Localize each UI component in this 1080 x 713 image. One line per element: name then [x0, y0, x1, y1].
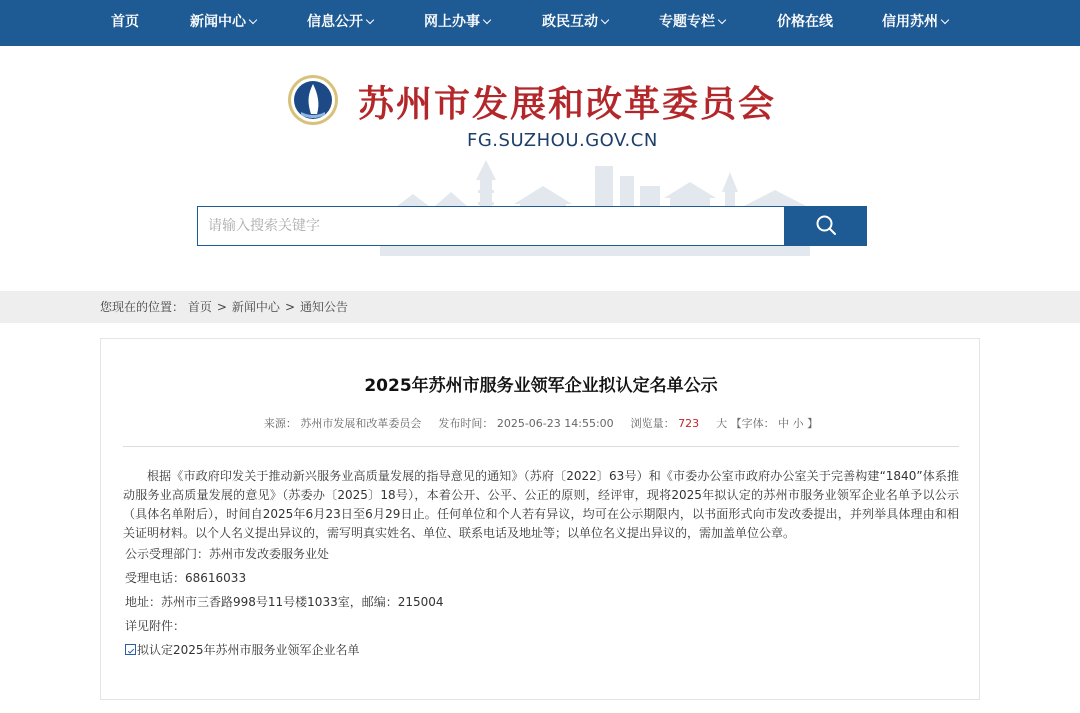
article-source: 苏州市发展和改革委员会 [300, 417, 422, 430]
chevron-down-icon [718, 16, 726, 24]
breadcrumb-news[interactable]: 新闻中心 [231, 300, 280, 314]
chevron-down-icon [366, 16, 374, 24]
suzhou-emblem-icon [287, 74, 339, 126]
article-meta: 来源： 苏州市发展和改革委员会 发布时间： 2025-06-23 14:55:00 浏览量： 723 大 【字体： 中 小 】 [263, 417, 819, 430]
article-address: 地址：苏州市三香路998号11号楼1033室，邮编：215004 [125, 595, 444, 609]
article-time: 2025-06-23 14:55:00 [496, 417, 614, 430]
chevron-down-icon [941, 16, 949, 24]
article-title: 2025年苏州市服务业领军企业拟认定名单公示 [364, 376, 718, 396]
attachment-file-icon [125, 644, 136, 655]
nav-item-home[interactable]: 首页 [111, 14, 139, 30]
breadcrumb-prefix: 您现在的位置： [100, 300, 185, 314]
title-divider [123, 446, 959, 447]
font-size-medium[interactable]: 中 [778, 417, 790, 430]
font-size-small[interactable]: 小 [792, 417, 804, 430]
breadcrumb-bar [0, 291, 1080, 323]
top-nav-bar [0, 0, 1080, 46]
attachment-label: 详见附件： [125, 619, 186, 633]
search-input[interactable] [197, 206, 785, 246]
nav-item-prices[interactable]: 价格在线 [777, 14, 833, 30]
article-phone: 受理电话：68616033 [125, 571, 247, 585]
breadcrumb-home[interactable]: 首页 [187, 300, 212, 314]
article-panel [100, 338, 980, 700]
nav-item-news[interactable]: 新闻中心 [190, 0, 256, 46]
nav-item-interaction[interactable]: 政民互动 [542, 0, 608, 46]
nav-item-topics[interactable]: 专题专栏 [659, 0, 725, 46]
chevron-down-icon [249, 16, 257, 24]
search-button[interactable] [784, 206, 867, 246]
breadcrumb-notices[interactable]: 通知公告 [300, 300, 349, 314]
article-views: 723 [678, 417, 700, 430]
attachment-link[interactable]: 拟认定2025年苏州市服务业领军企业名单 [125, 641, 360, 658]
nav-item-info-disclosure[interactable]: 信息公开 [307, 0, 373, 46]
breadcrumb: 您现在的位置： 首页 > 新闻中心 > 通知公告 [100, 300, 349, 314]
nav-item-online-services[interactable]: 网上办事 [424, 0, 490, 46]
chevron-down-icon [483, 16, 491, 24]
article-body [123, 467, 959, 543]
nav-item-credit[interactable]: 信用苏州 [882, 0, 948, 46]
site-header [0, 46, 1080, 291]
font-size-large[interactable]: 大 [716, 417, 728, 430]
site-url: FG.SUZHOU.GOV.CN [467, 130, 658, 151]
search-icon [815, 214, 837, 236]
search-bar [197, 206, 867, 246]
article-paragraph: 根据《市政府印发关于推动新兴服务业高质量发展的指导意见的通知》（苏府〔2022〕63号）和《市委办公室市政府办公室关于完善构建“1840”体系推动服务业高质量发展的意见》（苏委办〔2025〕18号），本着公开、公平、公正的原则，经评审，现将2025年拟认定的苏州市服务业领军企业名单予以公示（具体名单附后），时间自2025年6月23日至6月29日止。任何单位和个人若有异议，均可在公示期限内，以书面形式向市发改委提出，并列举具体理由和相关证明材料。以个人名义提出异议的，需写明真实姓名、单位、联系电话及地址等；以单位名义提出异议的，需加盖单位公章。 [123, 469, 959, 540]
article-dept: 公示受理部门：苏州市发改委服务业处 [125, 547, 330, 561]
chevron-down-icon [601, 16, 609, 24]
site-title: 苏州市发展和改革委员会 [358, 83, 777, 125]
